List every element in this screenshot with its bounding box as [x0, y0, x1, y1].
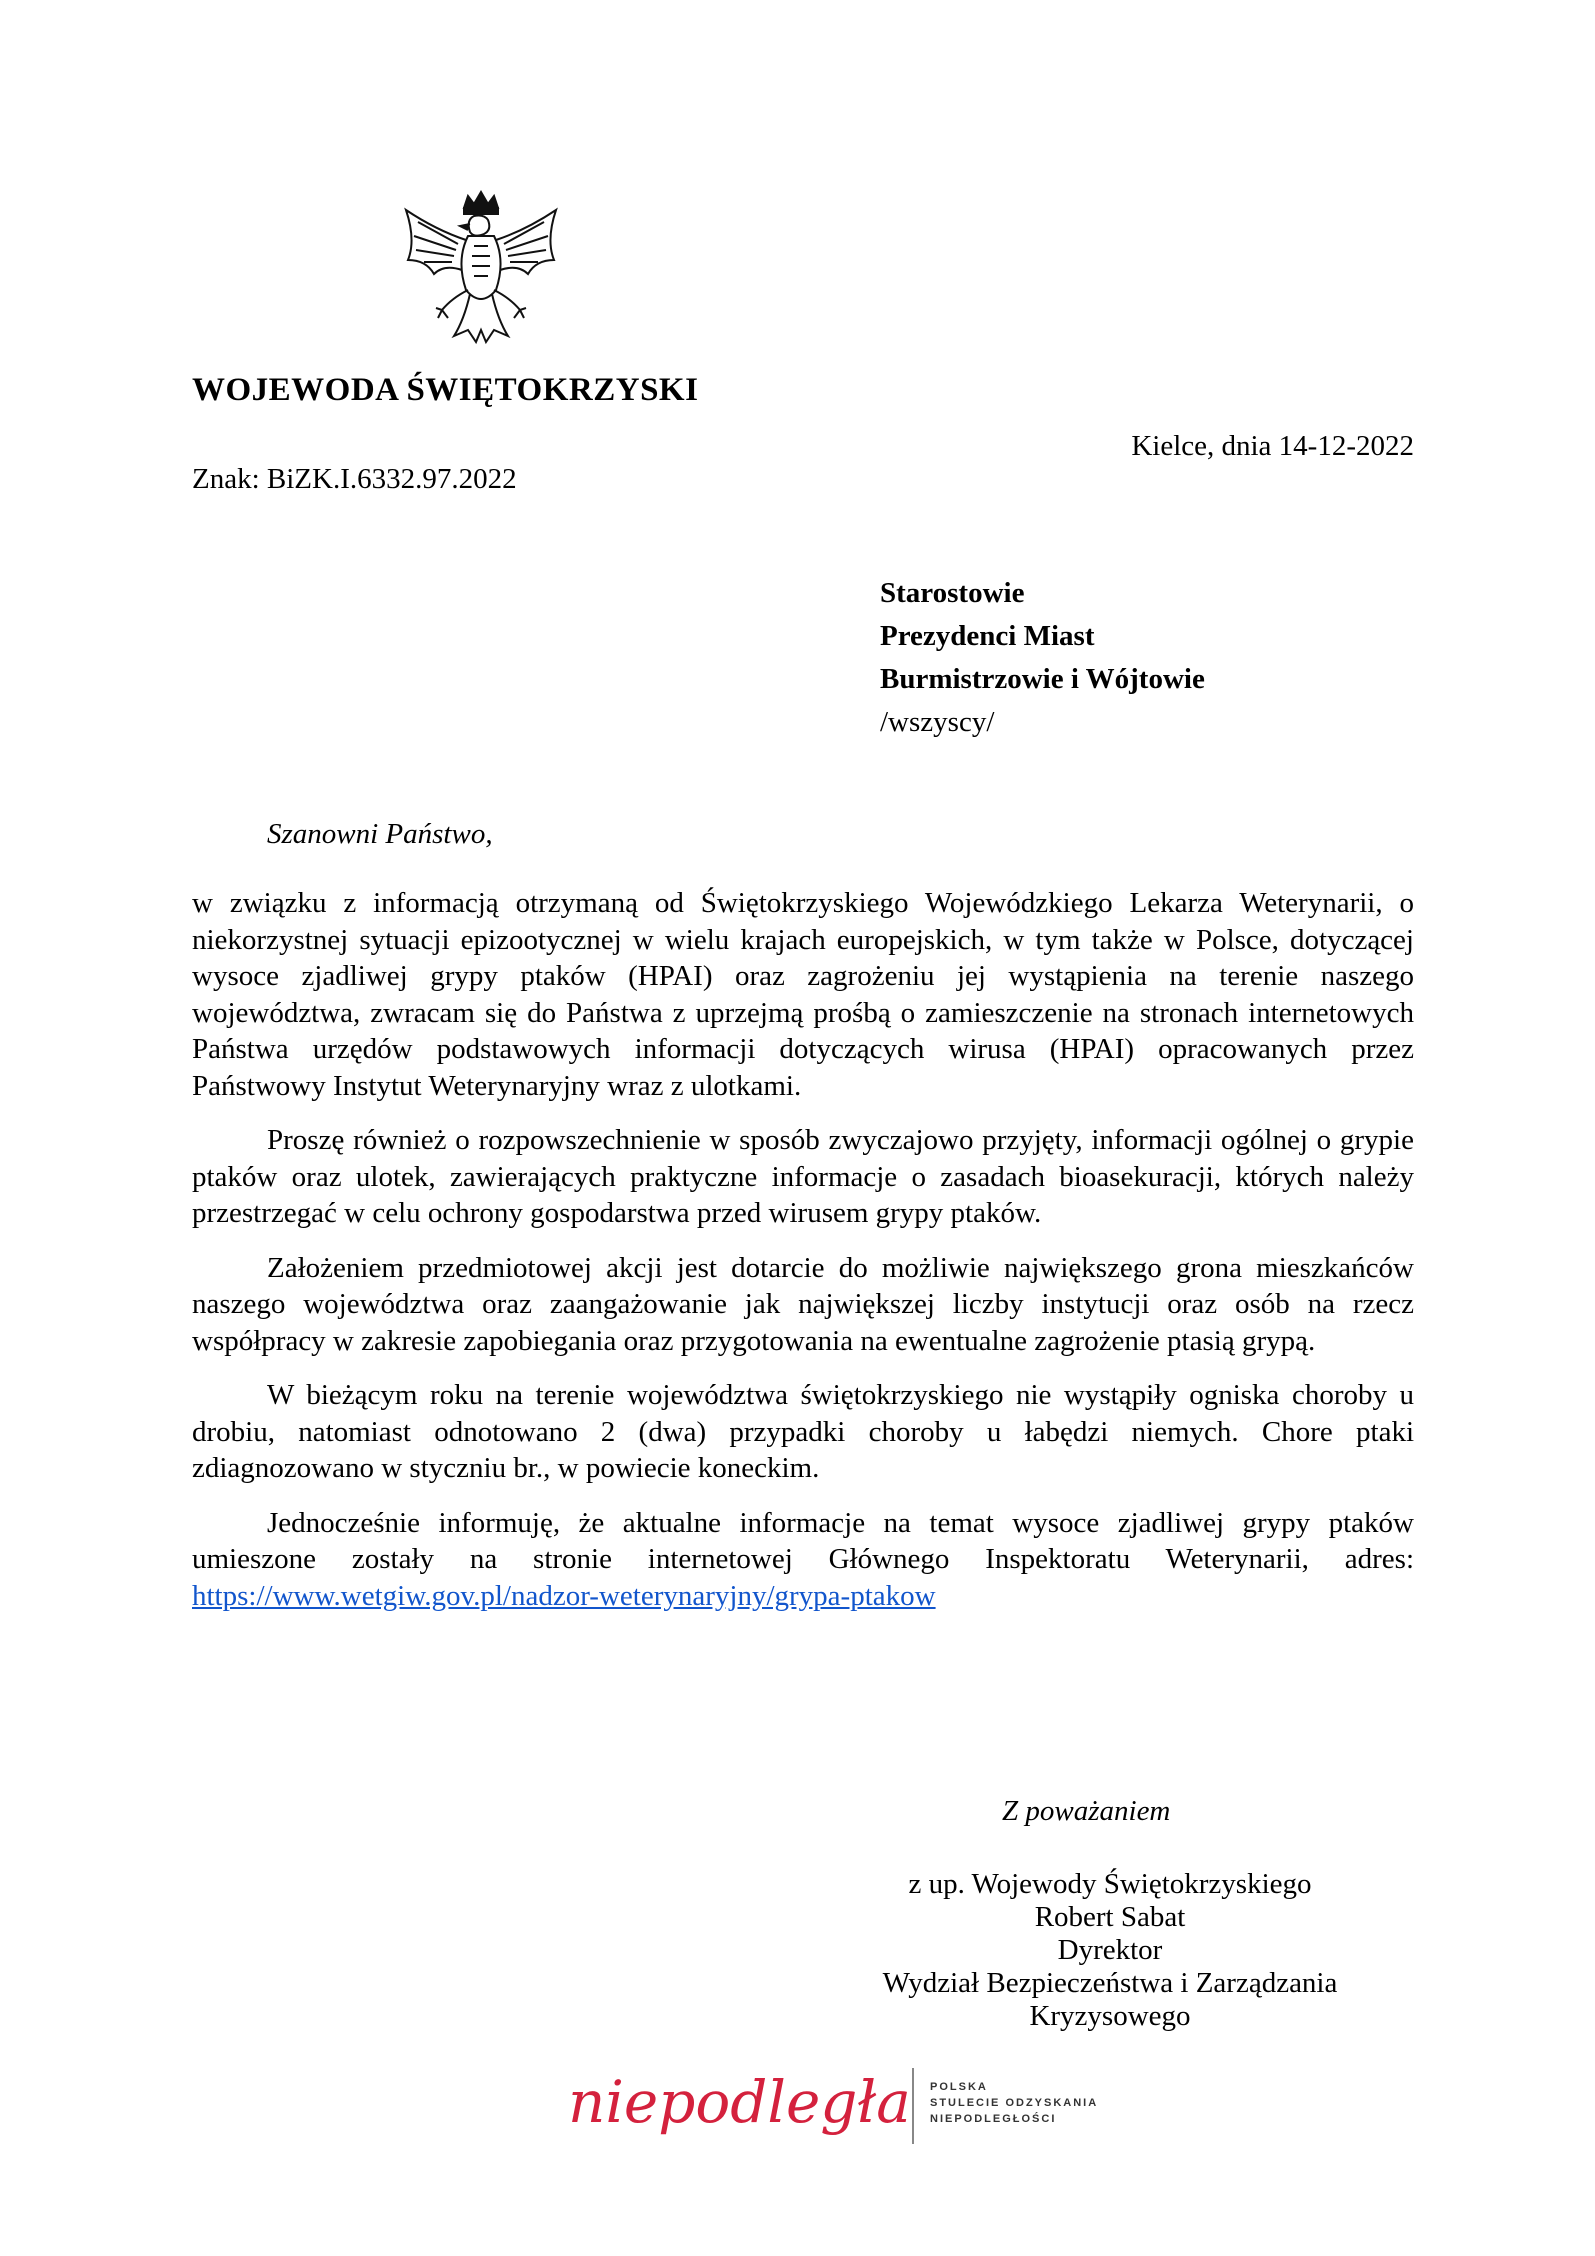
- letter-body: [192, 885, 1414, 1632]
- logo-caption: NIEPODLEGŁOŚCI: [930, 2113, 1057, 2125]
- body-paragraph: Założeniem przedmiotowej akcji jest dotarcie do możliwie największego grona mieszkańców naszego województwa oraz zaangażowanie jak największej liczby instytucji oraz osób na rzecz współpracy w zakresie zapobiegania oraz przygotowania na ewentualne zagrożenie ptasią grypą.: [192, 1251, 1414, 1357]
- logo-script-text: niepodległa: [568, 2068, 911, 2136]
- logo-caption: STULECIE ODZYSKANIA: [930, 2097, 1099, 2109]
- closing-phrase: Z poważaniem: [1002, 1795, 1171, 1827]
- signature-block: [810, 1868, 1410, 2033]
- body-paragraph: W bieżącym roku na terenie województwa świętokrzyskiego nie wystąpiły ogniska choroby u drobiu, natomiast odnotowano 2 (dwa) przypadki choroby u łabędzi niemych. Chore ptaki zdiagnozowano w styczniu br., w powiecie koneckim.: [192, 1379, 1414, 1484]
- body-paragraph: Proszę również o rozpowszechnienie w sposób zwyczajowo przyjęty, informacji ogólnej o grypie ptaków oraz ulotek, zawierających praktyczne informacje o zasadach bioasekuracji, których należy przestrzegać w celu ochrony gospodarstwa przed wirusem grypy ptaków.: [192, 1124, 1414, 1229]
- place-date: Kielce, dnia 14-12-2022: [1131, 430, 1414, 462]
- salutation: Szanowni Państwo,: [267, 818, 493, 850]
- signature-line: Dyrektor: [1057, 1934, 1163, 1966]
- eagle-emblem-icon: [396, 190, 566, 350]
- signature-line: z up. Wojewody Świętokrzyskiego: [908, 1868, 1312, 1900]
- recipient-line: Prezydenci Miast: [880, 620, 1095, 652]
- body-paragraph-text: Jednocześnie informuję, że aktualne informacje na temat wysoce zjadliwej grypy ptaków umieszone zostały na stronie internetowej Głównego Inspektoratu Weterynarii, adres:: [192, 1506, 1414, 1575]
- body-paragraph: w związku z informacją otrzymaną od Świętokrzyskiego Wojewódzkiego Lekarza Weterynarii, o niekorzystnej sytuacji epizootycznej w wielu krajach europejskich, w tym także w Polsce, dotyczącej wysoce zjadliwej grypy ptaków (HPAI) oraz zagrożeniu jej wystąpienia na terenie naszego województwa, zwracam się do Państwa z uprzejmą prośbą o zamieszczenie na stronach internetowych Państwa urzędów podstawowych informacji dotyczących wirusa (HPAI) opracowanych przez Państwowy Instytut Weterynaryjny wraz z ulotkami.: [192, 887, 1414, 1102]
- recipient-line: Starostowie: [880, 577, 1025, 609]
- reference-number: Znak: BiZK.I.6332.97.2022: [192, 463, 517, 495]
- gov-website-link[interactable]: https://www.wetgiw.gov.pl/nadzor-weterynaryjny/grypa-ptakow: [192, 1579, 936, 1612]
- signature-line: Kryzysowego: [1029, 2000, 1191, 2032]
- issuer-title: WOJEWODA ŚWIĘTOKRZYSKI: [192, 372, 699, 408]
- recipients-block: [880, 572, 1205, 744]
- body-paragraph: [192, 1505, 1414, 1615]
- recipient-line: /wszyscy/: [880, 706, 995, 738]
- recipient-line: Burmistrzowie i Wójtowie: [880, 663, 1205, 695]
- signature-line: Robert Sabat: [1034, 1901, 1186, 1933]
- niepodlegla-logo: [568, 2060, 1128, 2150]
- logo-caption: POLSKA: [930, 2081, 988, 2093]
- signature-line: Wydział Bezpieczeństwa i Zarządzania: [882, 1967, 1338, 1999]
